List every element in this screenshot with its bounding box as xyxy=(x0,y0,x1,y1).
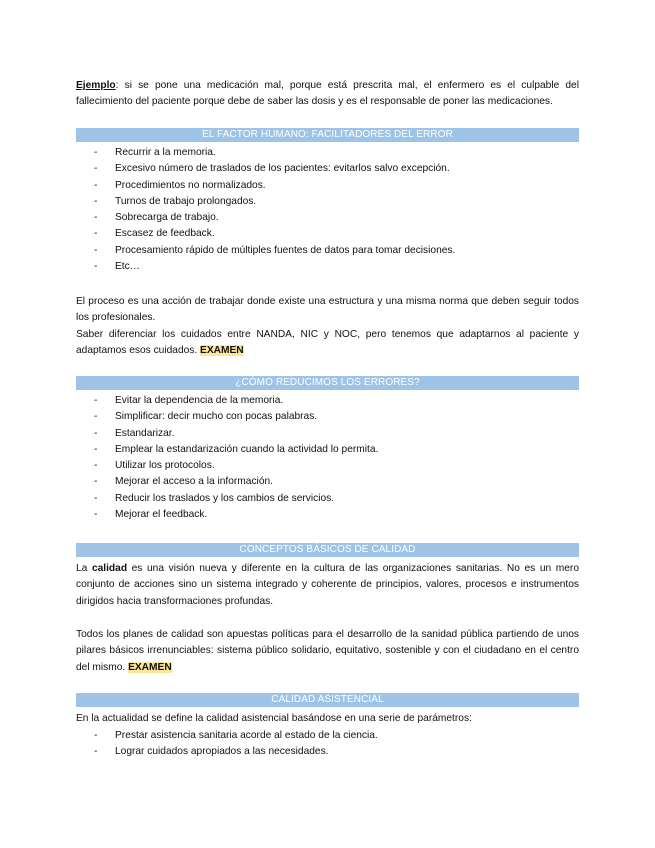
section-header-quality-concepts: CONCEPTOS BÁSICOS DE CALIDAD xyxy=(76,543,579,557)
intro-paragraph xyxy=(76,78,579,111)
list-human-factor xyxy=(76,145,579,275)
list-item: - Excesivo número de traslados de los pacientes: evitarlos salvo excepción. xyxy=(76,161,579,177)
intro-text: : si se pone una medicación mal, porque está prescrita mal, el enfermero es el culpable del fallecimiento del paciente porque debe de saber las dosis y es el responsable de poner las medicaciones. xyxy=(76,80,579,108)
list-item: - Mejorar el feedback. xyxy=(76,507,579,523)
care-quality-intro: En la actualidad se define la calidad asistencial basándose en una serie de parámetros: xyxy=(76,713,472,724)
list-item: - Reducir los traslados y los cambios de servicios. xyxy=(76,491,579,507)
list-item: - Escasez de feedback. xyxy=(76,226,579,242)
list-reduce-errors xyxy=(76,393,579,523)
section-header-care-quality: CALIDAD ASISTENCIAL xyxy=(76,693,579,707)
list-item: - Sobrecarga de trabajo. xyxy=(76,210,579,226)
quality-text-post: es una visión nueva y diferente en la cultura de las organizaciones sanitarias. No es un mero conjunto de acciones sino un sistema integrado y coherente de principios, valores, procesos e instrumentos dirigidos hacia transformaciones profundas. xyxy=(76,563,579,607)
list-item: - Recurrir a la memoria. xyxy=(76,145,579,161)
list-item: - Turnos de trabajo prolongados. xyxy=(76,194,579,210)
list-item: - Mejorar el acceso a la información. xyxy=(76,474,579,490)
exam-highlight: EXAMEN xyxy=(200,345,244,357)
list-item: - Emplear la estandarización cuando la actividad lo permita. xyxy=(76,442,579,458)
list-item: - Prestar asistencia sanitaria acorde al estado de la ciencia. xyxy=(76,728,579,744)
care-paragraph xyxy=(76,327,579,360)
exam-highlight: EXAMEN xyxy=(128,661,172,673)
quality-text-pre: La xyxy=(76,563,92,574)
intro-lead: Ejemplo xyxy=(76,80,116,91)
quality-term: calidad xyxy=(91,563,128,574)
list-care-quality xyxy=(76,728,579,761)
list-item: - Estandarizar. xyxy=(76,426,579,442)
section-header-human-factor: EL FACTOR HUMANO: FACILITADORES DEL ERROR xyxy=(76,128,579,142)
care-text: Saber diferenciar los cuidados entre NANDA, NIC y NOC, pero tenemos que adaptarnos al paciente y adaptamos esos cuidados. xyxy=(76,329,579,357)
list-item: - Lograr cuidados apropiados a las necesidades. xyxy=(76,744,579,760)
process-paragraph: El proceso es una acción de trabajar donde existe una estructura y una misma norma que deben seguir todos los profesionales. xyxy=(76,296,579,324)
section-header-reduce-errors: ¿CÓMO REDUCIMOS LOS ERRORES? xyxy=(76,376,579,390)
quality-plans-paragraph xyxy=(76,627,579,676)
list-item: - Procedimientos no normalizados. xyxy=(76,178,579,194)
list-item: - Evitar la dependencia de la memoria. xyxy=(76,393,579,409)
quality-paragraph xyxy=(76,561,579,610)
quality-plans-text: Todos los planes de calidad son apuestas políticas para el desarrollo de la sanidad pública partiendo de unos pilares básicos irrenunciables: sistema público solidario, equitativo, sostenible y con el ciudadano en el centro del mismo. xyxy=(76,629,579,673)
list-item: - Procesamiento rápido de múltiples fuentes de datos para tomar decisiones. xyxy=(76,243,579,259)
list-item: - Etc… xyxy=(76,259,579,275)
list-item: - Simplificar: decir mucho con pocas palabras. xyxy=(76,409,579,425)
list-item: - Utilizar los protocolos. xyxy=(76,458,579,474)
